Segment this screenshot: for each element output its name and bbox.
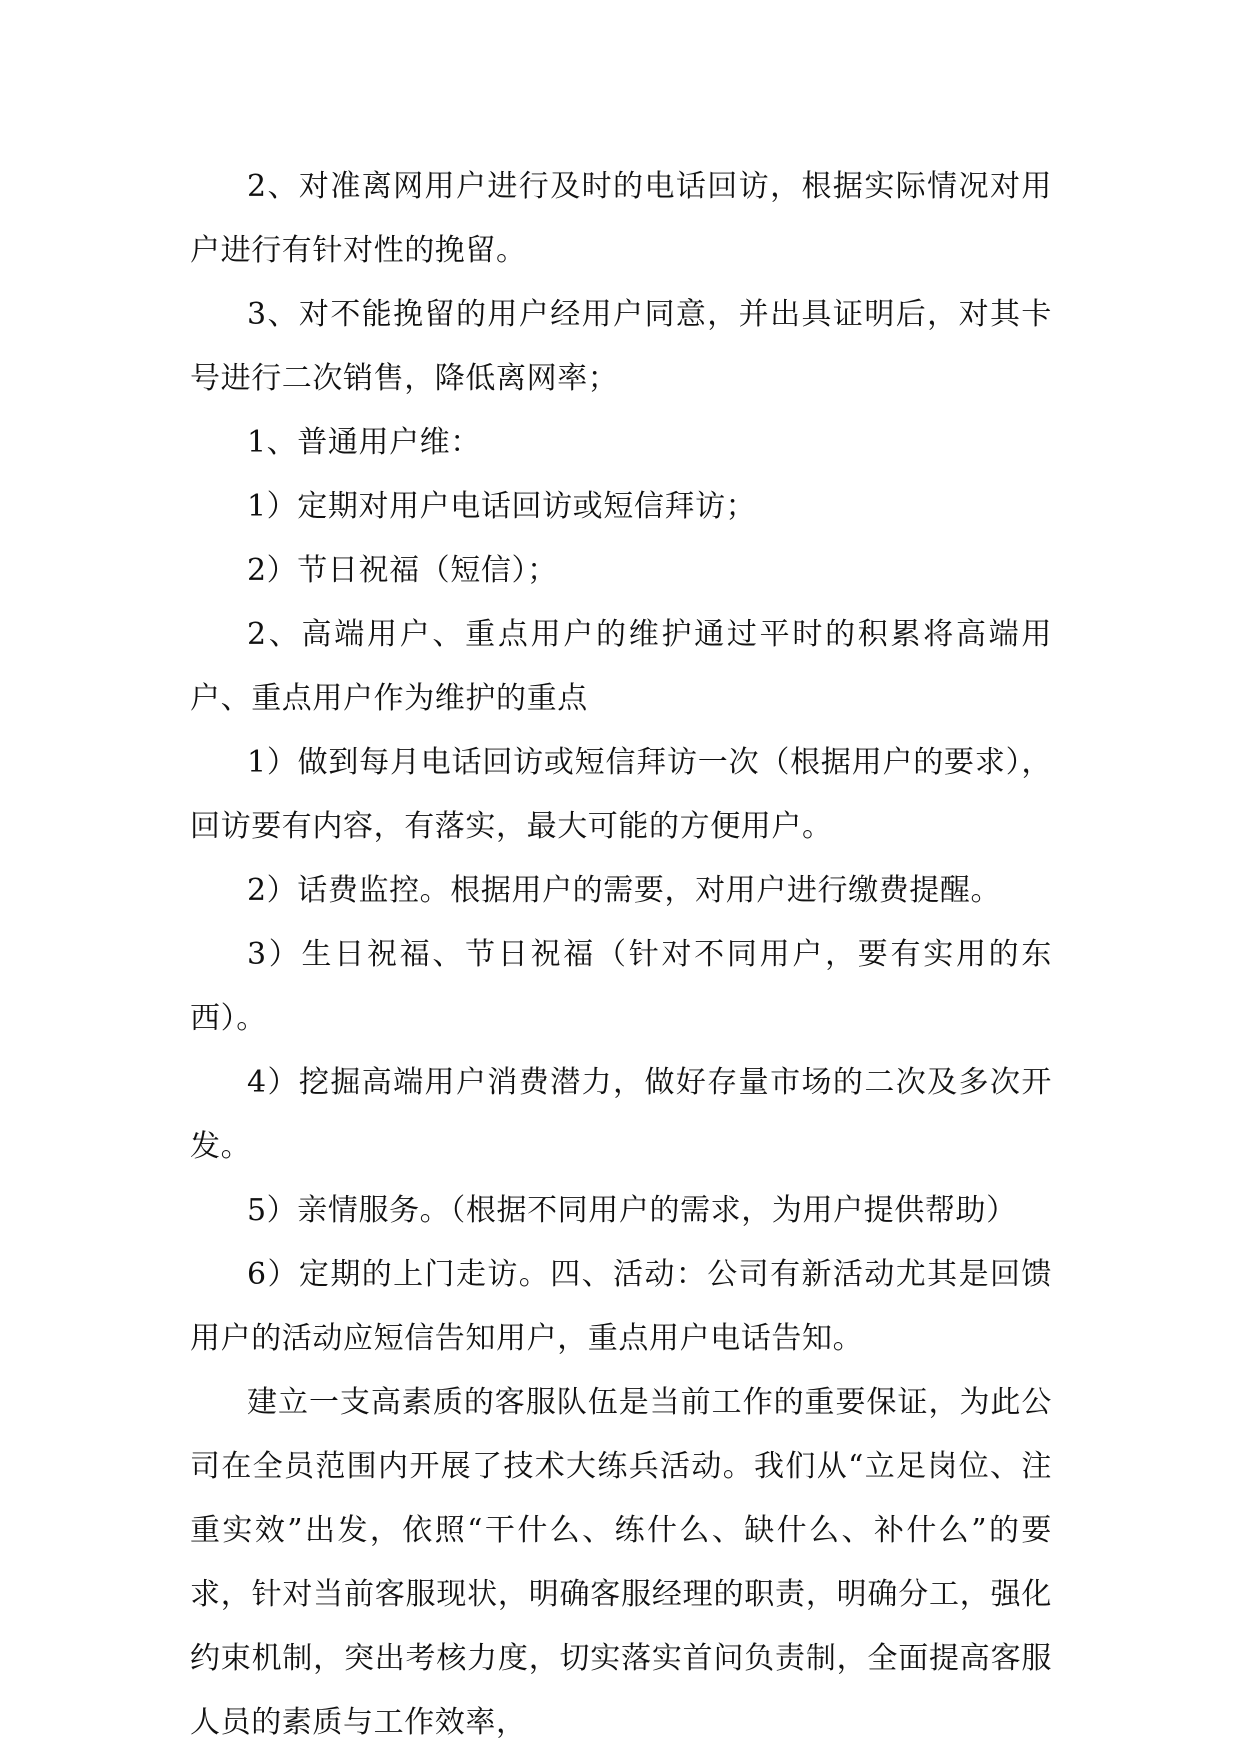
paragraph-regular-users-heading: 1、普通用户维： [247, 425, 481, 460]
paragraph-service-team: 建立一支高素质的客服队伍是当前工作的重要保证，为此公司在全员范围内开展了技术大练兵活动。我们从“立足岗位、注重实效”出发，依照“干什么、练什么、缺什么、补什么”的要求，针对当前客服现状，明确客服经理的职责，明确分工，强化约束机制，突出考核力度，切实落实首问负责制，全面提高客服人员的素质与工作效率， [190, 1385, 1052, 1740]
paragraph-premium-users-heading: 2、高端用户、重点用户的维护通过平时的积累将高端用户、重点用户作为维护的重点 [190, 617, 1052, 716]
paragraph-premium-item-1: 1）做到每月电话回访或短信拜访一次（根据用户的要求），回访要有内容，有落实，最大可能的方便用户。 [190, 745, 1052, 844]
paragraph-premium-item-5: 5）亲情服务。（根据不同用户的需求，为用户提供帮助） [247, 1193, 1017, 1228]
paragraph-regular-item-2: 2）节日祝福（短信）； [247, 553, 558, 588]
paragraph-premium-item-4: 4）挖掘高端用户消费潜力，做好存量市场的二次及多次开发。 [190, 1065, 1052, 1164]
document-body [190, 155, 1052, 1755]
paragraph-premium-item-2: 2）话费监控。根据用户的需要，对用户进行缴费提醒。 [247, 873, 1002, 908]
paragraph-premium-item-6: 6）定期的上门走访。四、活动：公司有新活动尤其是回馈用户的活动应短信告知用户，重点用户电话告知。 [190, 1257, 1052, 1356]
paragraph-regular-item-1: 1）定期对用户电话回访或短信拜访； [247, 489, 757, 524]
paragraph-premium-item-3: 3）生日祝福、节日祝福（针对不同用户，要有实用的东西）。 [190, 937, 1052, 1036]
paragraph-resale-numbers: 3、对不能挽留的用户经用户同意，并出具证明后，对其卡号进行二次销售，降低离网率； [190, 297, 1052, 396]
paragraph-followup-callback: 2、对准离网用户进行及时的电话回访，根据实际情况对用户进行有针对性的挽留。 [190, 169, 1052, 268]
